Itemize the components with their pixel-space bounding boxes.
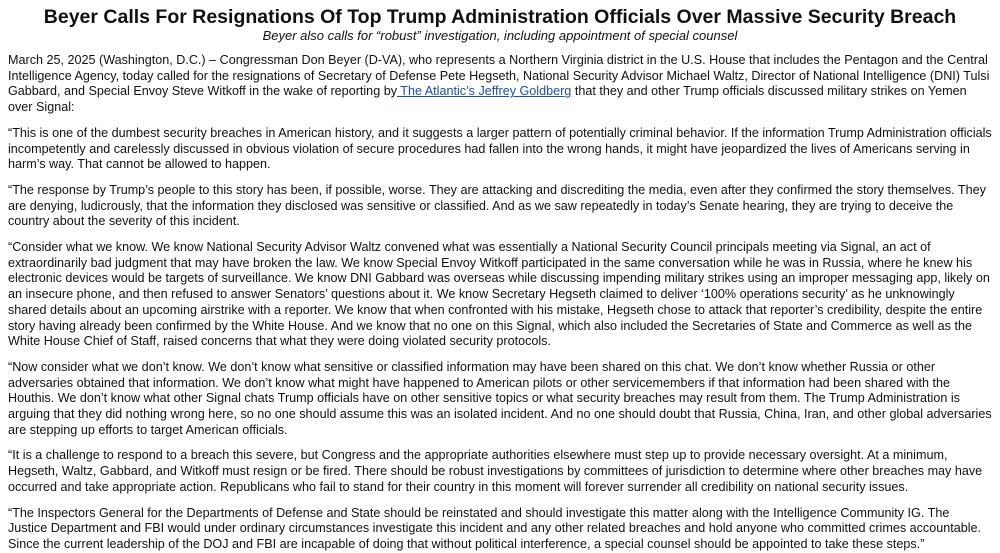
intro-text-before-link: March 25, 2025 (Washington, D.C.) – Congressman Don Beyer (D-VA), who represents a Northern Virginia district in the U.S. House that includes the Pentagon and the Central Intelligence Agency, today called for the resignations of Secretary of Defense Pete Hegseth, National Security Advisor Michael Waltz, Director of National Intelligence (DNI) Tulsi Gabbard, and Special Envoy Steve Witkoff in the wake of reporting by	[8, 53, 990, 99]
quote-paragraph-6: “The Inspectors General for the Departments of Defense and State should be reinstated and should investigate this matter along with the Intelligence Community IG. The Justice Department and FBI would under ordinary circumstances investigate this incident and any other related breaches and hold anyone who committed crimes accountable. Since the current leadership of the DOJ and FBI are incapable of doing that without political interference, a special counsel should be appointed to take these steps.”	[8, 505, 982, 551]
quote-paragraph-2: “The response by Trump’s people to this story has been, if possible, worse. They are attacking and discrediting the media, even after they confirmed the story themselves. They are denying, ludicrously, that the information they disclosed was sensitive or classified. And as we saw repeatedly in today’s Senate hearing, they are trying to deceive the country about the severity of this incident.	[8, 182, 986, 229]
quote-paragraph-5: “It is a challenge to respond to a breach this severe, but Congress and the appropriate authorities elsewhere must step up to provide necessary oversight. At a minimum, Hegseth, Waltz, Gabbard, and Witkoff must resign or be fired. There should be robust investigations by committees of jurisdiction to determine where other breaches may have occurred and take appropriate action. Republicans who fail to stand for their country in this moment will forever surrender all credibility on national security issues.	[8, 448, 983, 494]
quote-paragraph-3: “Consider what we know. We know National Security Advisor Waltz convened what was essentially a National Security Council principals meeting via Signal, an act of extraordinarily bad judgment that may have broken the law. We know Special Envoy Witkoff participated in the same conversation while he was in Russia, where he knew his electronic devices would be targets of surveillance. We know DNI Gabbard was overseas while discussing impending military strikes using an improper messaging app, likely on an insecure phone, and then refused to answer Senators’ questions about it. We know Secretary Hegseth claimed to deliver ‘100% operations security’ as he unknowingly shared details about an upcoming airstrike with a reporter. We know that when confronted with his mistake, Hegseth chose to attack that reporter’s credibility, despite the entire story having already been confirmed by the White House. And we know that no one on this Signal, which also included the Secretaries of State and Commerce as well as the White House Chief of Staff, raised concerns that what they were doing violated security protocols.	[8, 240, 990, 349]
atlantic-article-link[interactable]: The Atlantic’s Jeffrey Goldberg	[397, 84, 572, 99]
page-subtitle: Beyer also calls for “robust” investigation, including appointment of special counsel	[262, 28, 738, 43]
page-title: Beyer Calls For Resignations Of Top Trump Administration Officials Over Massive Security Breach	[43, 6, 957, 28]
intro-paragraph	[8, 53, 992, 116]
quote-paragraph-1: “This is one of the dumbest security breaches in American history, and it suggests a larger pattern of potentially criminal behavior. If the information Trump Administration officials incompetently and carelessly discussed in obvious violation of secure procedures had fallen into the wrong hands, it might have jeopardized the lives of Americans serving in harm’s way. That cannot be allowed to happen.	[8, 125, 992, 172]
quote-paragraph-4: “Now consider what we don’t know. We don’t know what sensitive or classified information may have been shared on this chat. We don’t know whether Russia or other adversaries obtained that information. We don’t know what might have happened to American pilots or other servicemembers if that information had been shared with the Houthis. We don’t know what other Signal chats Trump officials have on other sensitive topics or what security breaches may result from them. The Trump Administration is arguing that they did nothing wrong here, so no one should assume this was an isolated incident. And no one should doubt that Russia, China, Iran, and other global adversaries are stepping up efforts to target American officials.	[8, 359, 992, 437]
intro-text-after-link: that they and other Trump officials discussed military strikes on Yemen over Signal:	[8, 84, 967, 115]
